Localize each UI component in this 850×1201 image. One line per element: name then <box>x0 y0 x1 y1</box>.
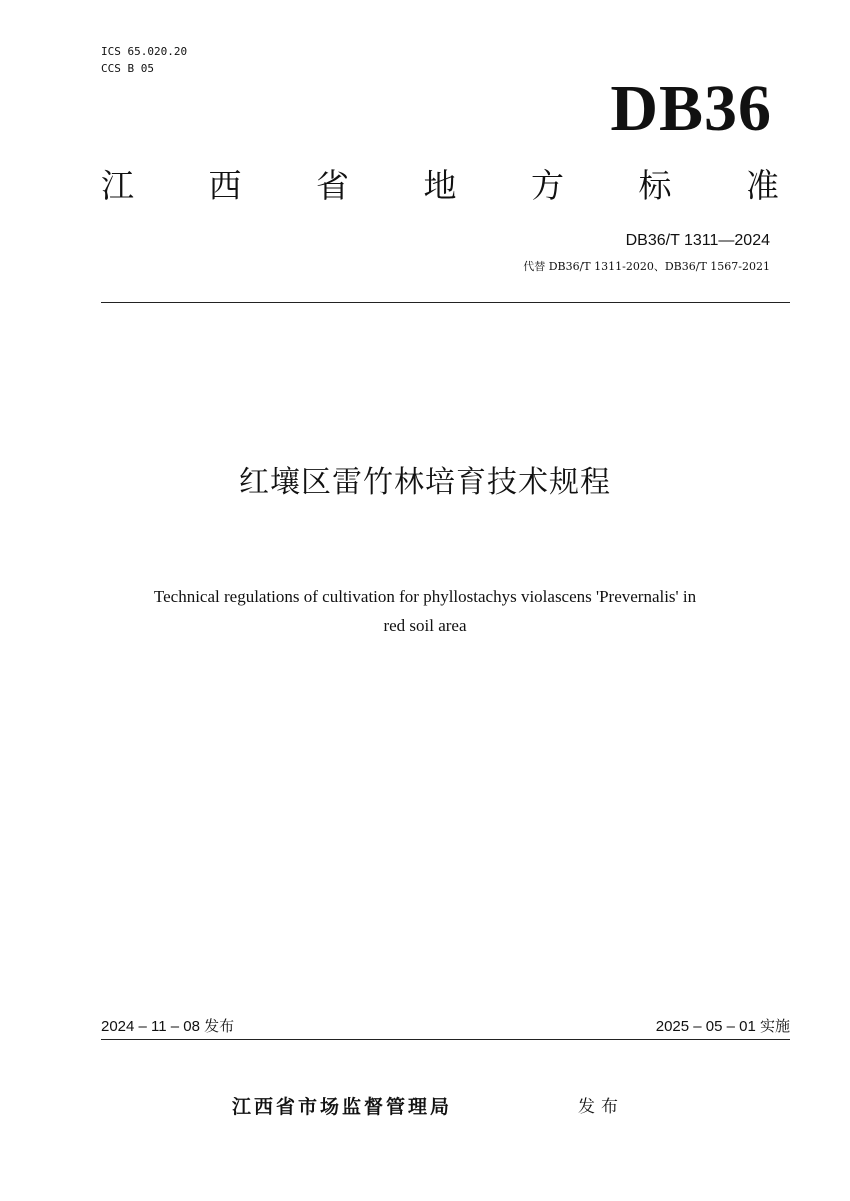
standard-type-char: 省 <box>316 166 349 205</box>
english-title-line-1: Technical regulations of cultivation for phyllostachys violascens 'Prevernalis' in <box>153 587 697 606</box>
english-title-line-2: red soil area <box>383 616 467 635</box>
release-date: 2024 – 11 – 08 发布 <box>101 1018 235 1035</box>
standard-type-char: 标 <box>638 166 672 205</box>
ics-code: ICS 65.020.20 <box>101 45 188 58</box>
issue-action: 发布 <box>578 1097 624 1117</box>
classification-codes <box>101 43 187 77</box>
standard-number: DB36/T 1311—2024 <box>625 232 770 249</box>
english-title <box>60 582 790 640</box>
db36-logo: DB36 <box>610 72 772 145</box>
ccs-code: CCS B 05 <box>101 62 154 75</box>
issuing-authority: 江西省市场监督管理局 <box>232 1096 453 1118</box>
replaces-note: 代替 DB36/T 1311-2020、DB36/T 1567-2021 <box>523 260 770 273</box>
standard-type-char: 方 <box>531 166 564 205</box>
implementation-date: 2025 – 05 – 01 实施 <box>655 1018 790 1035</box>
standard-type-title <box>101 166 779 206</box>
standard-type-char: 准 <box>746 166 779 205</box>
footer-divider <box>101 1039 790 1040</box>
standard-type-char: 江 <box>101 166 134 205</box>
standard-type-char: 西 <box>208 166 242 205</box>
standard-type-char: 地 <box>423 166 457 205</box>
header-divider <box>101 302 790 303</box>
chinese-title: 红壤区雷竹林培育技术规程 <box>239 465 611 500</box>
